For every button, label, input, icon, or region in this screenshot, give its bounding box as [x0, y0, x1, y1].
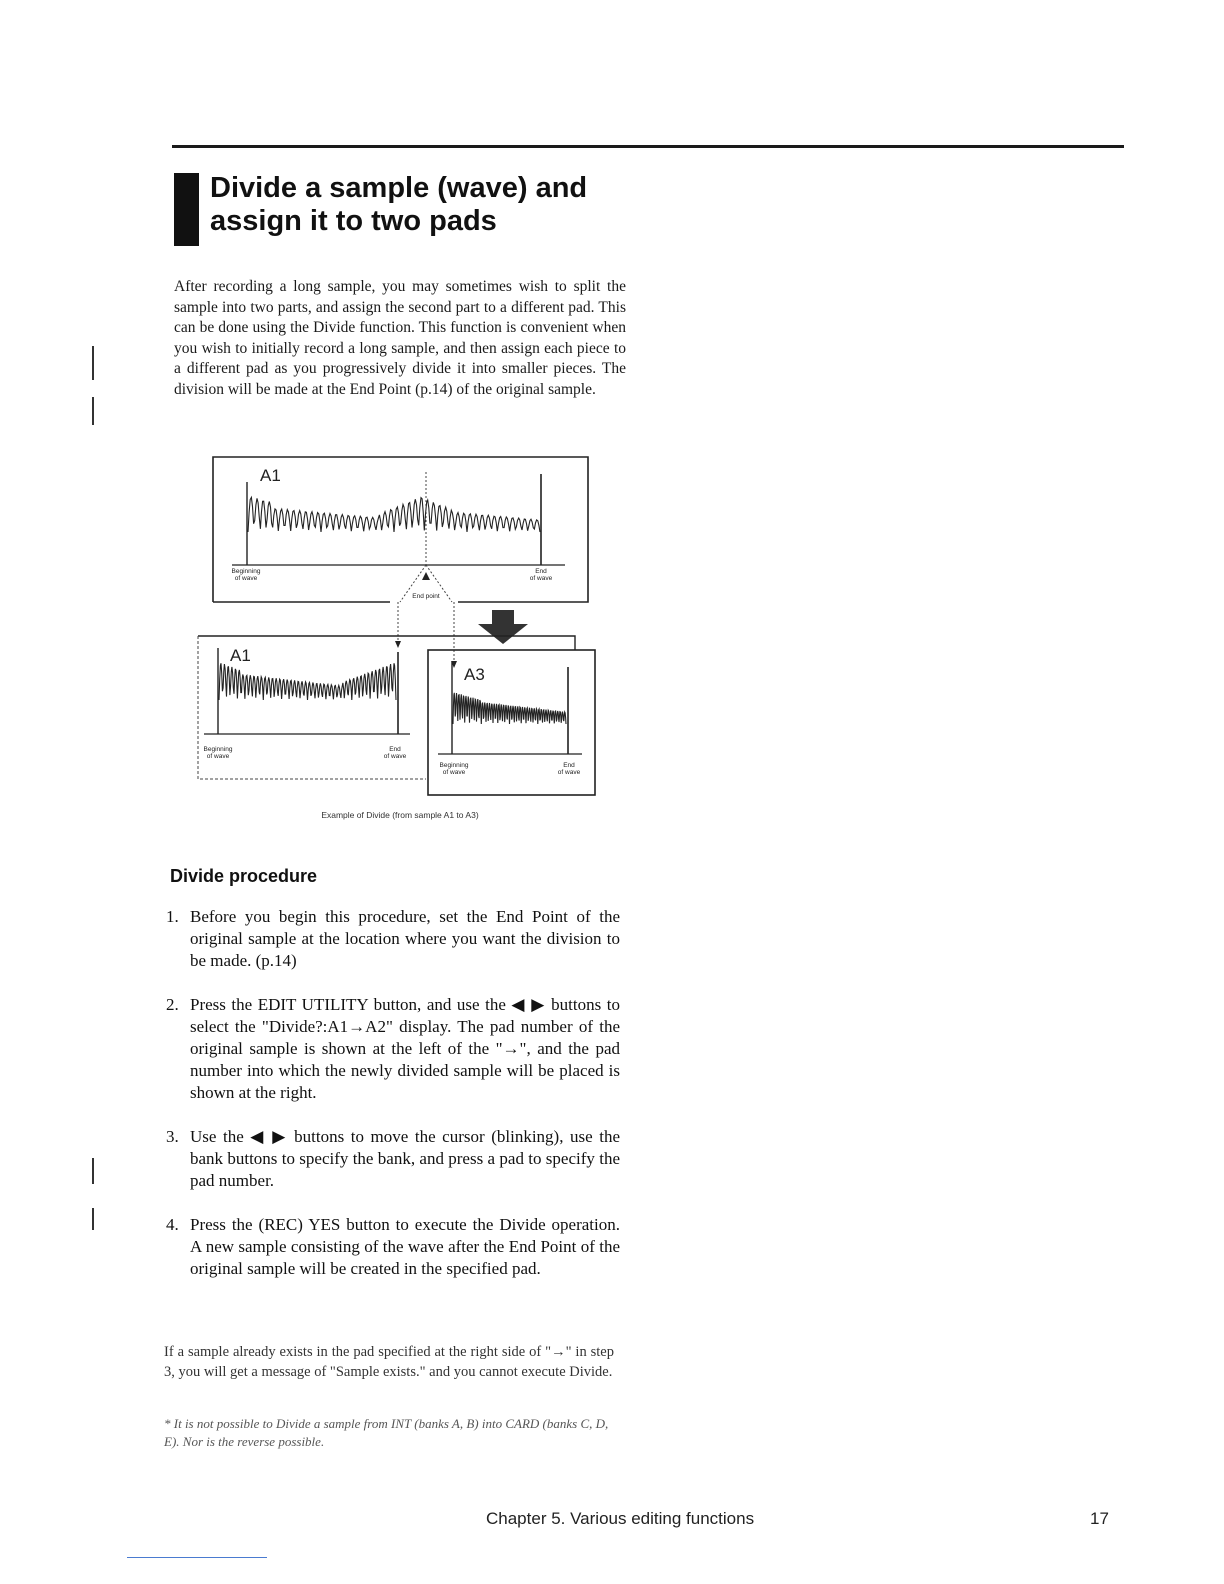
- step-number: 1.: [166, 907, 179, 926]
- left-pad-label: A1: [230, 646, 251, 665]
- end-text: End: [389, 746, 401, 753]
- top-end-label: [522, 568, 560, 582]
- step-number: 2.: [166, 995, 179, 1014]
- margin-mark: [92, 1208, 94, 1230]
- footnote: * It is not possible to Divide a sample from INT (banks A, B) into CARD (banks C, D, E). Nor is the reverse possible.: [164, 1416, 609, 1449]
- margin-mark: [92, 397, 94, 425]
- left-end-label: [376, 746, 414, 760]
- figure-caption: Example of Divide (from sample A1 to A3): [321, 810, 479, 820]
- of-wave-text: of wave: [383, 753, 407, 760]
- page-title-line1: Divide a sample (wave) and: [210, 172, 588, 204]
- of-wave-text: of wave: [206, 753, 230, 760]
- right-pad-label: A3: [464, 665, 485, 684]
- page-title: [210, 172, 730, 238]
- procedure-step: [166, 906, 620, 972]
- beginning-text: Beginning: [439, 762, 469, 769]
- page-title-line2: assign it to two pads: [210, 205, 497, 237]
- step-text: Before you begin this procedure, set the End Point of the original sample at the location where you want the division to be made. (p.14): [190, 907, 620, 970]
- procedure-step: [166, 994, 620, 1104]
- of-wave-text: of wave: [234, 575, 258, 582]
- margin-mark: [92, 1158, 94, 1184]
- top-rule: [172, 145, 1124, 148]
- beginning-text: Beginning: [231, 568, 261, 575]
- top-beginning-label: [222, 568, 270, 582]
- of-wave-text: of wave: [529, 575, 553, 582]
- step-number: 4.: [166, 1215, 179, 1234]
- step-text: Use the ◀ ▶ buttons to move the cursor (blinking), use the bank buttons to specify the bank, and press a pad to specify the pad number.: [190, 1127, 620, 1190]
- heading-marker-bar: [174, 173, 199, 246]
- step-text: Press the (REC) YES button to execute the Divide operation. A new sample consisting of the wave after the End Point of the original sample will be created in the specified pad.: [190, 1215, 620, 1278]
- bottom-link-line: [127, 1557, 267, 1558]
- margin-mark: [92, 346, 94, 380]
- end-text: End: [563, 762, 575, 769]
- footer-chapter-title: Chapter 5. Various editing functions: [486, 1509, 755, 1528]
- step-text: Press the EDIT UTILITY button, and use the ◀ ▶ buttons to select the "Divide?:A1→A2" display. The pad number of the original sample is shown at the left of the "→", and the pad number into which the newly divided sample will be placed is shown at the right.: [190, 995, 620, 1102]
- note-paragraph: If a sample already exists in the pad specified at the right side of "→" in step 3, you will get a message of "Sample exists." and you cannot execute Divide.: [164, 1344, 614, 1380]
- top-pad-label: A1: [260, 466, 281, 485]
- of-wave-text: of wave: [442, 769, 466, 776]
- right-end-label: [550, 762, 588, 776]
- left-beginning-label: [194, 746, 242, 760]
- divide-diagram: [190, 452, 610, 824]
- procedure-steps: [166, 906, 620, 1302]
- step-number: 3.: [166, 1127, 179, 1146]
- page-number: 17: [1090, 1509, 1109, 1528]
- procedure-title: Divide procedure: [170, 866, 318, 886]
- of-wave-text: of wave: [557, 769, 581, 776]
- end-text: End: [535, 568, 547, 575]
- beginning-text: Beginning: [203, 746, 233, 753]
- intro-paragraph: After recording a long sample, you may sometimes wish to split the sample into two parts, and assign the second part to a different pad. This can be done using the Divide function. This function is convenient when you wish to initially record a long sample, and then assign each piece to a different pad as you progressively divide it into smaller pieces. The division will be made at the End Point (p.14) of the original sample.: [174, 278, 626, 398]
- procedure-step: [166, 1126, 620, 1192]
- end-point-label: End point: [412, 593, 440, 600]
- procedure-step: [166, 1214, 620, 1280]
- right-beginning-label: [430, 762, 478, 776]
